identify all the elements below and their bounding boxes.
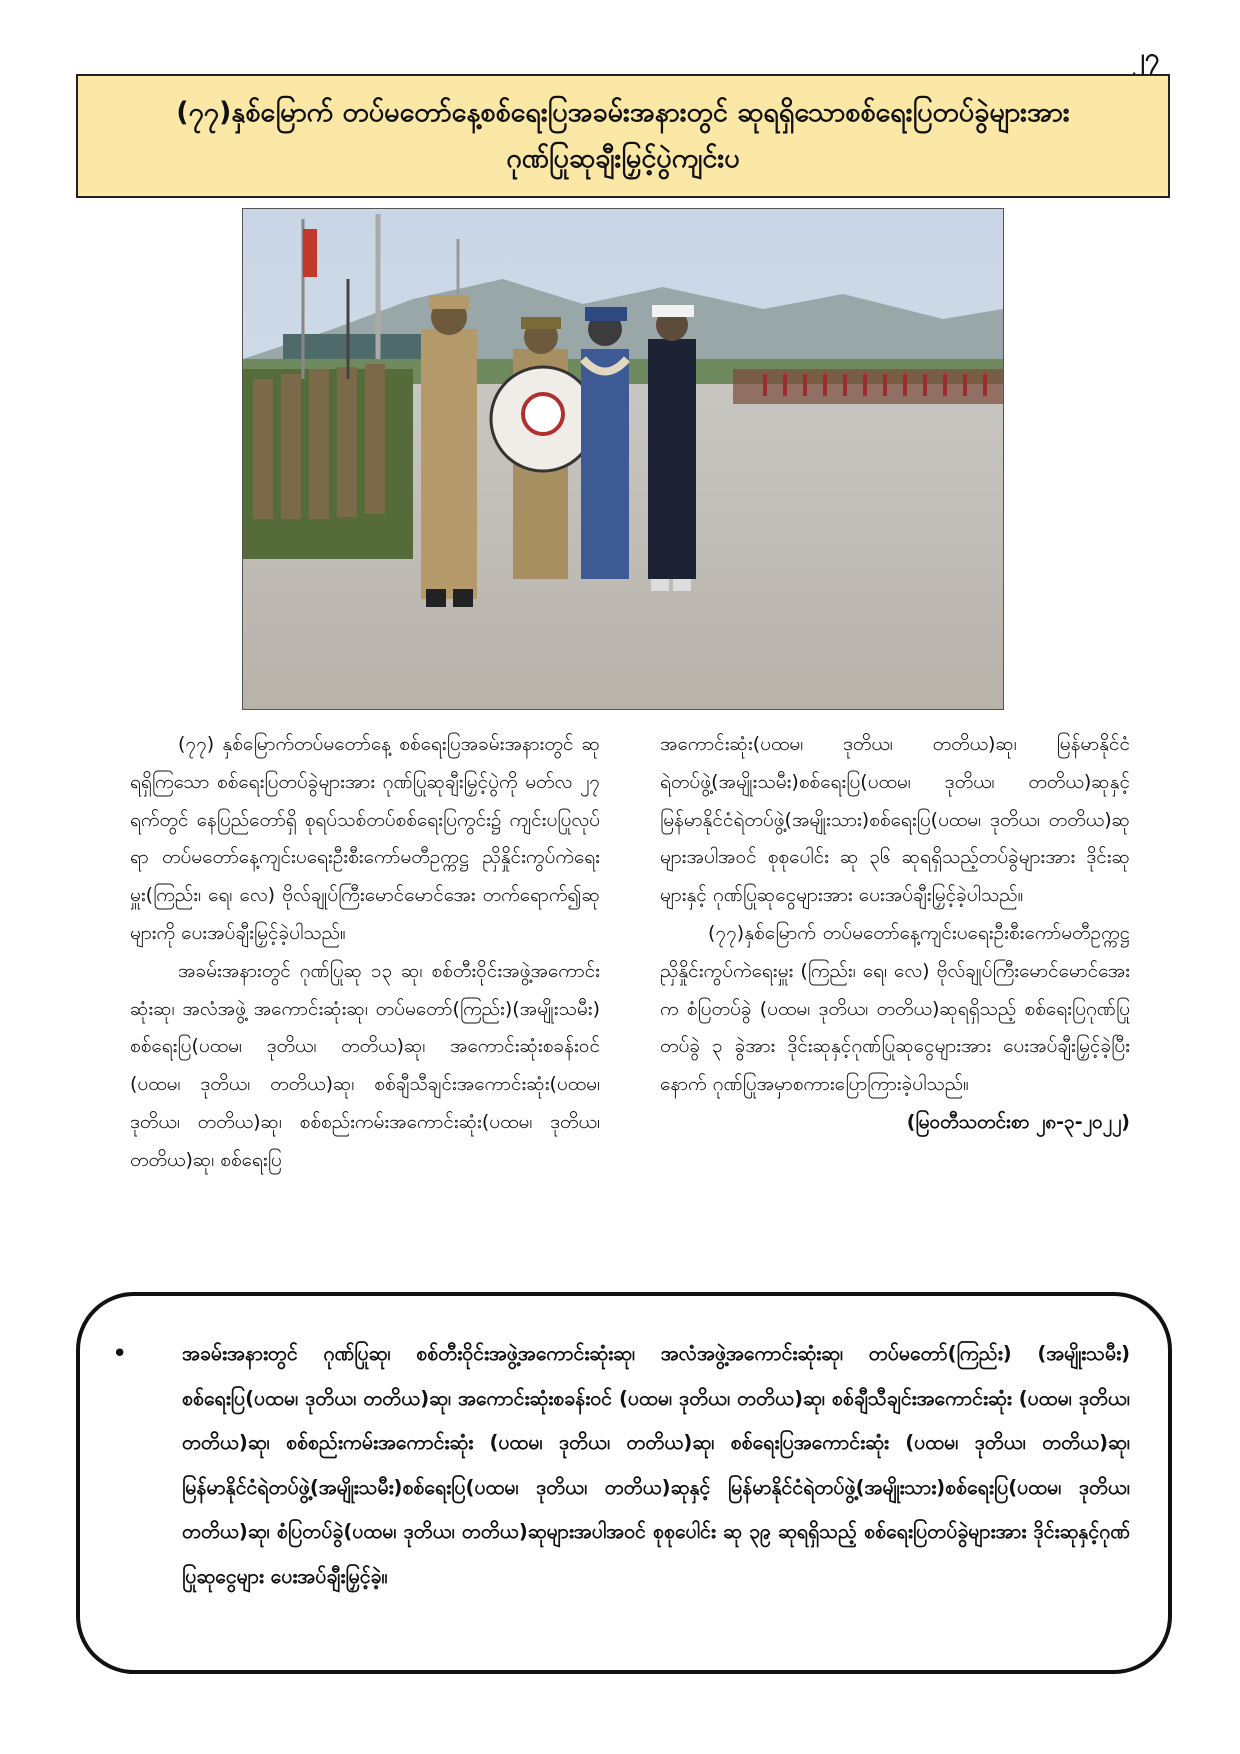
bullet-icon: • bbox=[112, 1339, 128, 1369]
summary-item bbox=[110, 1332, 1130, 1599]
article-paragraph: (၇၇) နှစ်မြောက်တပ်မတော်နေ့ စစ်ရေးပြအခမ်းအနားတွင် ဆုရရှိကြသော စစ်ရေးပြတပ်ခွဲများအား ဂုဏ်ပြုဆုချီးမြှင့်ပွဲကို မတ်လ ၂၇ ရက်တွင် နေပြည်တော်ရှိ စုရပ်သစ်တပ်စစ်ရေးပြကွင်း၌ ကျင်းပပြုလုပ်ရာ တပ်မတော်နေ့ကျင်းပရေးဦးစီးကော်မတီဥက္ကဋ္ဌ ညှိနှိုင်းကွပ်ကဲရေးမှူး(ကြည်း၊ ရေ၊ လေ) ဗိုလ်ချုပ်ကြီးမောင်မောင်အေး တက်ရောက်၍ဆုများကို ပေးအပ်ချီးမြှင့်ခဲ့ပါသည်။ bbox=[130, 733, 600, 944]
article-paragraph: အခမ်းအနားတွင် ဂုဏ်ပြုဆု ၁၃ ဆု၊ စစ်တီးဝိုင်းအဖွဲ့အကောင်းဆုံးဆု၊ အလံအဖွဲ့ အကောင်းဆုံးဆု၊ တပ်မတော်(ကြည်း)(အမျိုးသမီး) စစ်ရေးပြ(ပထမ၊ ဒုတိယ၊ တတိယ)ဆု၊ အကောင်းဆုံးစခန်းဝင် (ပထမ၊ ဒုတိယ၊ တတိယ)ဆု၊ စစ်ချီသီချင်းအကောင်းဆုံး(ပထမ၊ ဒုတိယ၊ တတိယ)ဆု၊ စစ်စည်းကမ်းအကောင်းဆုံး(ပထမ၊ ဒုတိယ၊ တတိယ)ဆု၊ စစ်ရေးပြ bbox=[130, 959, 600, 1171]
title-box bbox=[76, 74, 1170, 198]
article-source: (မြဝတီသတင်းစာ ၂၈-၃-၂၀၂၂) bbox=[906, 1110, 1130, 1133]
title-line-1: (၇၇)နှစ်မြောက် တပ်မတော်နေ့စစ်ရေးပြအခမ်းအနားတွင် ဆုရရှိသောစစ်ရေးပြတပ်ခွဲများအား bbox=[176, 97, 1070, 128]
page-number: ၂၇ bbox=[1132, 43, 1160, 73]
summary-box bbox=[76, 1292, 1172, 1674]
article-paragraph: (၇၇)နှစ်မြောက် တပ်မတော်နေ့ကျင်းပရေးဦးစီးကော်မတီဥက္ကဋ္ဌ ညှိနှိုင်းကွပ်ကဲရေးမှူး (ကြည်း၊ ရေ၊ လေ) ဗိုလ်ချုပ်ကြီးမောင်မောင်အေးက စံပြတပ်ခွဲ (ပထမ၊ ဒုတိယ၊ တတိယ)ဆုရရှိသည့် စစ်ရေးပြဂုဏ်ပြုတပ်ခွဲ ၃ ခွဲအား ဒိုင်းဆုနှင့်ဂုဏ်ပြုဆုငွေများအား ပေးအပ်ချီးမြှင့်ခဲ့ပြီးနောက် ဂုဏ်ပြုအမှာစကားပြောကြားခဲ့ပါသည်။ bbox=[660, 921, 1130, 1096]
article-column-right bbox=[660, 726, 1130, 1142]
article-column-left bbox=[130, 726, 600, 1180]
summary-text: အခမ်းအနားတွင် ဂုဏ်ပြုဆု၊ စစ်တီးဝိုင်းအဖွဲ့အကောင်းဆုံးဆု၊ အလံအဖွဲ့အကောင်းဆုံးဆု၊ တပ်မတော်(ကြည်း) (အမျိုးသမီး) စစ်ရေးပြ(ပထမ၊ ဒုတိယ၊ တတိယ)ဆု၊ အကောင်းဆုံးစခန်းဝင် (ပထမ၊ ဒုတိယ၊ တတိယ)ဆု၊ စစ်ချီသီချင်းအကောင်းဆုံး (ပထမ၊ ဒုတိယ၊ တတိယ)ဆု၊ စစ်စည်းကမ်းအကောင်းဆုံး (ပထမ၊ ဒုတိယ၊ တတိယ)ဆု၊ စစ်ရေးပြအကောင်းဆုံး (ပထမ၊ ဒုတိယ၊ တတိယ)ဆု၊ မြန်မာနိုင်ငံရဲတပ်ဖွဲ့(အမျိုးသမီး)စစ်ရေးပြ(ပထမ၊ ဒုတိယ၊ တတိယ)ဆုနှင့် မြန်မာနိုင်ငံရဲတပ်ဖွဲ့(အမျိုးသား)စစ်ရေးပြ(ပထမ၊ ဒုတိယ၊ တတိယ)ဆု၊ စံပြတပ်ခွဲ(ပထမ၊ ဒုတိယ၊ တတိယ)ဆုများအပါအဝင် စုစုပေါင်း ဆု ၃၉ ဆုရရှိသည့် စစ်ရေးပြတပ်ခွဲများအား ဒိုင်းဆုနှင့်ဂုဏ်ပြုဆုငွေများ ပေးအပ်ချီးမြှင့်ခဲ့။ bbox=[182, 1342, 1130, 1588]
title-line-2: ဂုဏ်ပြုဆုချီးမြှင့်ပွဲကျင်းပ bbox=[506, 143, 740, 174]
article-paragraph: အကောင်းဆုံး(ပထမ၊ ဒုတိယ၊ တတိယ)ဆု၊ မြန်မာနိုင်ငံရဲတပ်ဖွဲ့(အမျိုးသမီး)စစ်ရေးပြ(ပထမ၊ ဒုတိယ၊ တတိယ)ဆုနှင့် မြန်မာနိုင်ငံရဲတပ်ဖွဲ့(အမျိုးသား)စစ်ရေးပြ(ပထမ၊ ဒုတိယ၊ တတိယ)ဆုများအပါအဝင် စုစုပေါင်း ဆု ၃၆ ဆုရရှိသည့်တပ်ခွဲများအား ဒိုင်းဆုများနှင့် ဂုဏ်ပြုဆုငွေများအား ပေးအပ်ချီးမြှင့်ခဲ့ပါသည်။ bbox=[660, 733, 1130, 907]
summary-list bbox=[110, 1332, 1130, 1599]
ceremony-photo bbox=[242, 208, 1004, 710]
